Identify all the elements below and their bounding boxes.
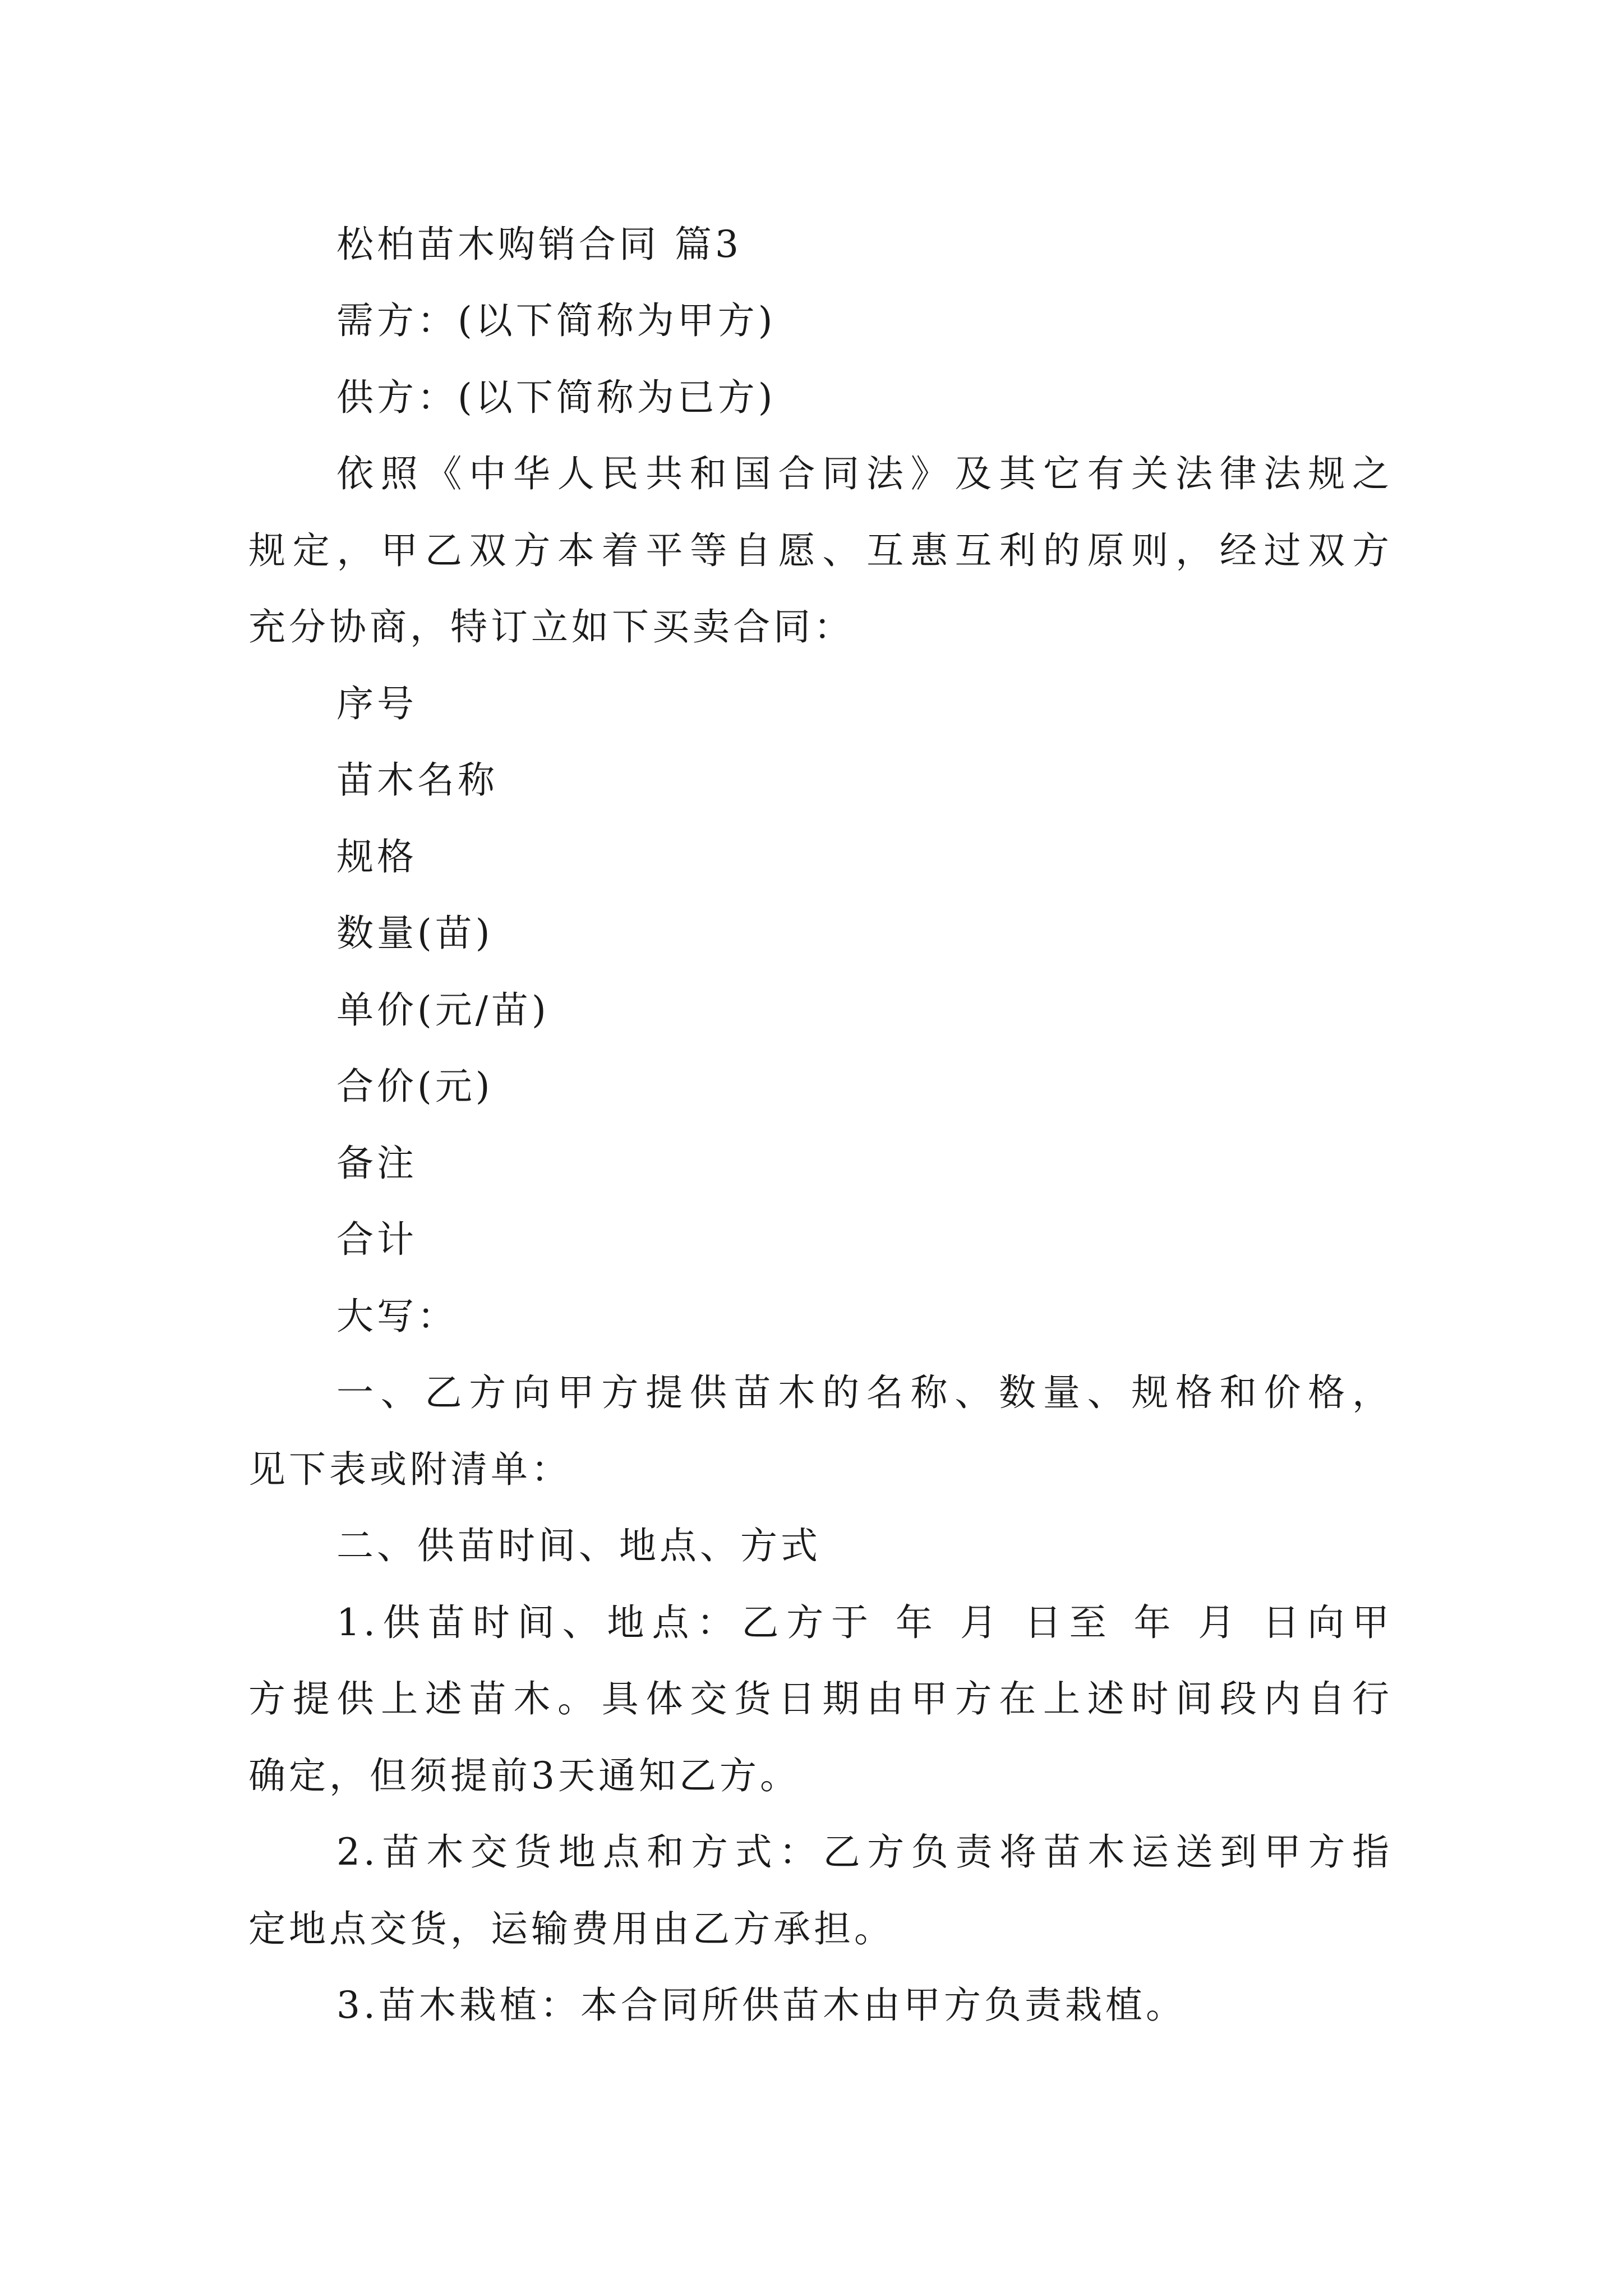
paragraph-line: 1.供苗时间、地点：乙方于 年 月 日至 年 月 日向甲	[336, 1601, 1393, 1644]
buyer-line: 需方：(以下简称为甲方)	[336, 299, 776, 342]
clause-heading: 一、乙方向甲方提供苗木的名称、数量、规格和价格，	[336, 1371, 1393, 1414]
paragraph-line: 充分协商，特订立如下买卖合同：	[248, 605, 854, 648]
paragraph-line: 定地点交货，运输费用由乙方承担。	[248, 1907, 895, 1950]
paragraph-line: 确定，但须提前3天通知乙方。	[248, 1754, 800, 1797]
table-header-item: 合价(元)	[336, 1065, 494, 1108]
paragraph-line: 2.苗木交货地点和方式：乙方负责将苗木运送到甲方指	[336, 1830, 1393, 1874]
clause-heading: 二、供苗时间、地点、方式	[336, 1524, 821, 1567]
table-header-item: 单价(元/苗)	[336, 988, 550, 1032]
table-header-item: 序号	[336, 682, 417, 725]
paragraph-line: 方提供上述苗木。具体交货日期由甲方在上述时间段内自行	[248, 1677, 1393, 1720]
paragraph-line: 3.苗木栽植：本合同所供苗木由甲方负责栽植。	[336, 1984, 1186, 2027]
table-header-item: 数量(苗)	[336, 912, 494, 955]
table-header-item: 苗木名称	[336, 758, 498, 802]
paragraph-line: 见下表或附清单：	[248, 1448, 571, 1491]
seller-line: 供方：(以下简称为已方)	[336, 376, 776, 419]
table-header-item: 规格	[336, 835, 417, 878]
table-header-item: 备注	[336, 1142, 417, 1185]
paragraph-line: 规定，甲乙双方本着平等自愿、互惠互利的原则，经过双方	[248, 529, 1393, 572]
amount-in-words-label: 大写：	[336, 1295, 458, 1338]
document-title: 松柏苗木购销合同 篇3	[336, 223, 742, 266]
paragraph-line: 依照《中华人民共和国合同法》及其它有关法律法规之	[336, 452, 1393, 495]
table-total-label: 合计	[336, 1218, 417, 1261]
